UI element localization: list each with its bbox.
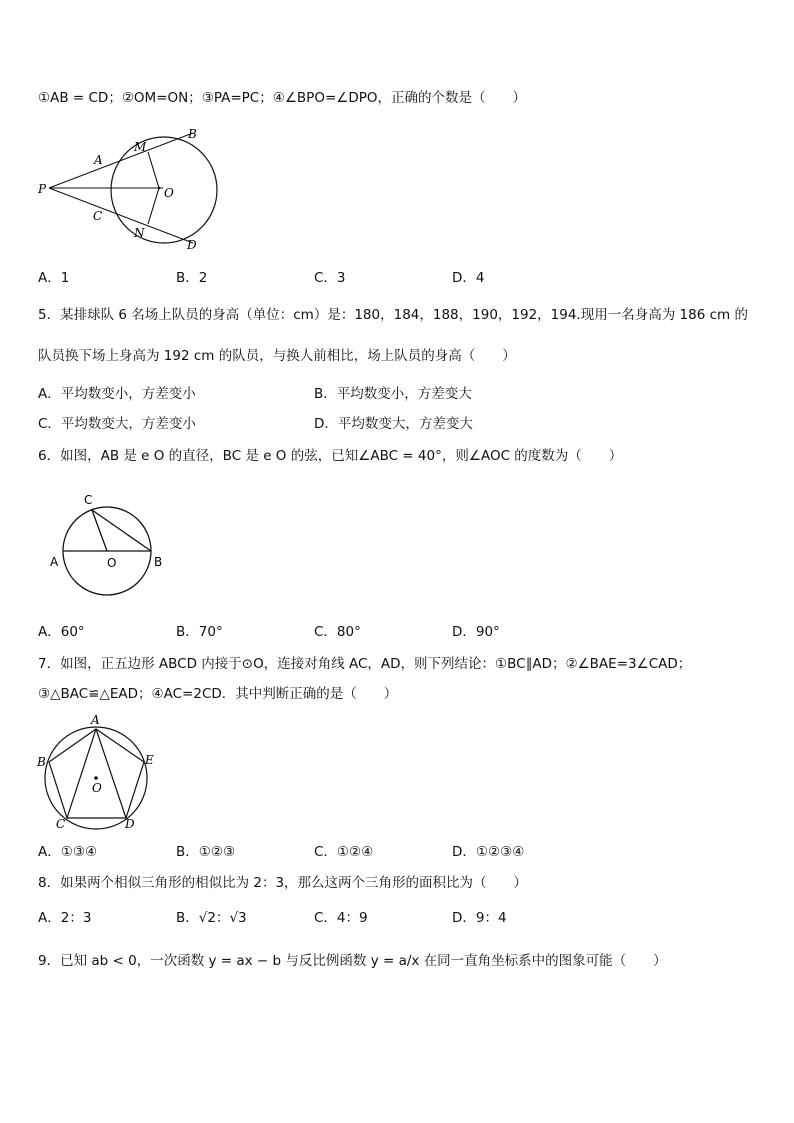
q6-option-c[interactable]: C．80° xyxy=(314,624,361,640)
q4-figure xyxy=(30,118,230,258)
q6-option-a[interactable]: A．60° xyxy=(38,624,85,640)
q6-label-b: B xyxy=(154,555,163,569)
q7-label-d: D xyxy=(125,817,135,831)
q7-label-o: O xyxy=(92,781,102,795)
q6-option-d[interactable]: D．90° xyxy=(452,624,500,640)
q7-option-c[interactable]: C．①②④ xyxy=(314,844,374,860)
q4-label-m: M xyxy=(134,140,147,154)
q8-option-a[interactable]: A．2：3 xyxy=(38,910,92,926)
q8-stem: 8．如果两个相似三角形的相似比为 2：3，那么这两个三角形的面积比为（ ） xyxy=(38,875,528,891)
q5-option-b[interactable]: B．平均数变小，方差变大 xyxy=(314,386,472,402)
q7-label-a: A xyxy=(91,713,100,727)
q4-label-p: P xyxy=(38,182,47,196)
q4-label-b: B xyxy=(188,127,197,141)
q7-line1: 7．如图，正五边形 ABCD 内接于⊙O，连接对角线 AC，AD，则下列结论：①BC∥AD；②∠BAE=3∠CAD； xyxy=(38,656,692,672)
q7-option-d[interactable]: D．①②③④ xyxy=(452,844,525,860)
q4-label-o: O xyxy=(164,186,174,200)
q8-option-c[interactable]: C．4：9 xyxy=(314,910,368,926)
q6-stem: 6．如图，AB 是 e O 的直径，BC 是 e O 的弦，已知∠ABC = 40°，则∠AOC 的度数为（ ） xyxy=(38,448,623,464)
q7-option-a[interactable]: A．①③④ xyxy=(38,844,98,860)
q8-option-b[interactable]: B．√2：√3 xyxy=(176,910,247,926)
q5-line1: 5．某排球队 6 名场上队员的身高（单位：cm）是：180，184，188，190，192，194.现用一名身高为 186 cm 的 xyxy=(38,307,748,323)
q6-figure xyxy=(44,488,174,608)
q5-option-a[interactable]: A．平均数变小，方差变小 xyxy=(38,386,196,402)
q4-option-b[interactable]: B．2 xyxy=(176,270,208,286)
q7-option-b[interactable]: B．①②③ xyxy=(176,844,236,860)
q8-option-d[interactable]: D．9：4 xyxy=(452,910,507,926)
q6-label-a: A xyxy=(50,555,59,569)
q7-figure xyxy=(34,710,164,835)
q4-label-a: A xyxy=(94,153,103,167)
q4-option-c[interactable]: C．3 xyxy=(314,270,346,286)
q6-label-c: C xyxy=(84,493,93,507)
q7-label-e: E xyxy=(145,753,154,767)
q5-line2: 队员换下场上身高为 192 cm 的队员，与换人前相比，场上队员的身高（ ） xyxy=(38,348,516,364)
q7-label-b: B xyxy=(37,755,46,769)
q4-option-a[interactable]: A．1 xyxy=(38,270,70,286)
q5-option-c[interactable]: C．平均数变大，方差变小 xyxy=(38,416,196,432)
q4-option-d[interactable]: D．4 xyxy=(452,270,485,286)
q7-label-c: C xyxy=(56,817,66,831)
q5-option-d[interactable]: D．平均数变大，方差变大 xyxy=(314,416,473,432)
q4-label-n: N xyxy=(134,226,145,240)
q9-stem: 9．已知 ab < 0，一次函数 y = ax − b 与反比例函数 y = a/x 在同一直角坐标系中的图象可能（ ） xyxy=(38,953,667,969)
q6-label-o: O xyxy=(107,556,117,570)
q4-label-d: D xyxy=(187,238,197,252)
q4-label-c: C xyxy=(93,209,103,223)
q6-option-b[interactable]: B．70° xyxy=(176,624,223,640)
q7-line2: ③△BAC≌△EAD；④AC=2CD．其中判断正确的是（ ） xyxy=(38,686,398,702)
q4-stem: ①AB = CD；②OM=ON；③PA=PC；④∠BPO=∠DPO，正确的个数是（ ） xyxy=(38,90,527,106)
